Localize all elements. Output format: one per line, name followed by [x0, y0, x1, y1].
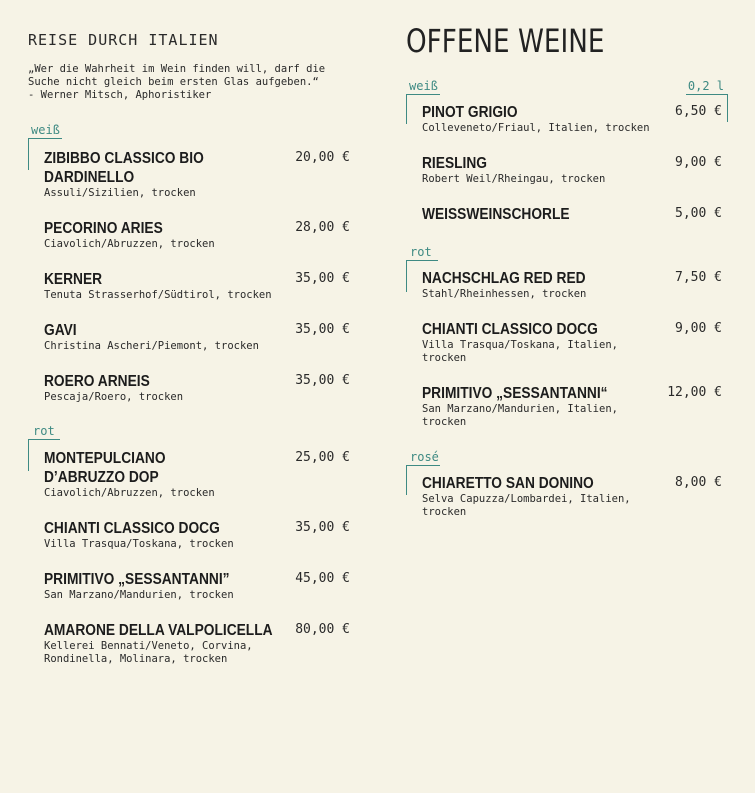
- section-line: [406, 94, 440, 95]
- item-name: NACHSCHLAG RED RED: [422, 270, 586, 287]
- item-price: 9,00 €: [675, 321, 722, 336]
- item-price: 8,00 €: [675, 475, 722, 490]
- menu-item: [44, 449, 353, 500]
- item-name: PRIMITIVO „SESSANTANNI“: [422, 385, 608, 402]
- menu-item: [422, 474, 728, 519]
- item-name: CHIANTI CLASSICO DOCG: [44, 520, 220, 537]
- item-price: 35,00 €: [295, 322, 350, 337]
- section-line: [406, 465, 407, 495]
- item-name: MONTEPULCIANO: [44, 450, 166, 467]
- item-price: 5,00 €: [675, 206, 722, 221]
- section-line: [28, 439, 60, 440]
- item-description: Stahl/Rheinhessen, trocken: [422, 288, 587, 300]
- menu-item: [422, 384, 728, 429]
- item-name: PINOT GRIGIO: [422, 104, 518, 121]
- section-line: [28, 138, 62, 139]
- menu-item: [44, 270, 353, 302]
- item-name: GAVI: [44, 322, 77, 339]
- item-price: 20,00 €: [295, 150, 350, 165]
- item-name: PRIMITIVO „SESSANTANNI”: [44, 571, 230, 588]
- item-description: Colleveneto/Friaul, Italien, trocken: [422, 122, 650, 134]
- item-description: Villa Trasqua/Toskana, Italien, trocken: [422, 339, 618, 364]
- left-title: REISE DURCH ITALIEN: [28, 31, 219, 49]
- item-price: 12,00 €: [667, 385, 722, 400]
- item-description: Pescaja/Roero, trocken: [44, 391, 184, 403]
- section-line: [406, 260, 407, 292]
- item-name: PECORINO ARIES: [44, 220, 163, 237]
- item-name: D’ABRUZZO DOP: [44, 469, 159, 486]
- item-price: 35,00 €: [295, 271, 350, 286]
- item-name: RIESLING: [422, 155, 487, 172]
- section-label: weiß: [31, 123, 60, 137]
- section-label: weiß: [409, 79, 438, 93]
- page-title: OFFENE WEINE: [406, 22, 605, 60]
- item-name: WEISSWEINSCHORLE: [422, 206, 570, 223]
- item-description: San Marzano/Mandurien, trocken: [44, 589, 234, 601]
- item-description: Christina Ascheri/Piemont, trocken: [44, 340, 259, 352]
- item-price: 25,00 €: [295, 450, 350, 465]
- section-line: [406, 465, 440, 466]
- item-name: DARDINELLO: [44, 169, 135, 186]
- menu-item: [422, 269, 728, 301]
- section-label: rot: [410, 245, 432, 259]
- item-description: San Marzano/Mandurien, Italien, trocken: [422, 403, 618, 428]
- item-price: 6,50 €: [675, 104, 722, 119]
- volume-line: [686, 94, 728, 95]
- menu-item: [44, 219, 353, 251]
- item-name: CHIARETTO SAN DONINO: [422, 475, 594, 492]
- menu-item: [422, 103, 728, 135]
- section-line: [28, 439, 29, 471]
- menu-item: [422, 205, 728, 224]
- menu-item: [422, 154, 728, 186]
- menu-item: [422, 320, 728, 365]
- menu-item: [44, 621, 353, 666]
- item-price: 45,00 €: [295, 571, 350, 586]
- item-description: Robert Weil/Rheingau, trocken: [422, 173, 606, 185]
- section-line: [406, 94, 407, 124]
- item-description: Villa Trasqua/Toskana, trocken: [44, 538, 234, 550]
- item-name: AMARONE DELLA VALPOLICELLA: [44, 622, 273, 639]
- item-name: CHIANTI CLASSICO DOCG: [422, 321, 598, 338]
- menu-item: [44, 570, 353, 602]
- quote-line: Suche nicht gleich beim ersten Glas aufgeben.“: [28, 76, 319, 88]
- item-name: ZIBIBBO CLASSICO BIO: [44, 150, 204, 167]
- item-description: Assuli/Sizilien, trocken: [44, 187, 196, 199]
- item-description: Ciavolich/Abruzzen, trocken: [44, 487, 215, 499]
- volume-label: 0,2 l: [687, 79, 724, 93]
- section-line: [406, 260, 438, 261]
- quote-line: „Wer die Wahrheit im Wein finden will, darf die: [28, 63, 326, 75]
- item-price: 80,00 €: [295, 622, 350, 637]
- section-label: rosé: [410, 450, 439, 464]
- item-price: 9,00 €: [675, 155, 722, 170]
- item-price: 7,50 €: [675, 270, 722, 285]
- item-price: 35,00 €: [295, 520, 350, 535]
- item-price: 35,00 €: [295, 373, 350, 388]
- menu-item: [44, 519, 353, 551]
- item-price: 28,00 €: [295, 220, 350, 235]
- item-description: Kellerei Bennati/Veneto, Corvina, Rondinella, Molinara, trocken: [44, 640, 253, 665]
- quote: [28, 63, 348, 102]
- item-name: ROERO ARNEIS: [44, 373, 150, 390]
- item-description: Ciavolich/Abruzzen, trocken: [44, 238, 215, 250]
- menu-item: [44, 321, 353, 353]
- quote-line: - Werner Mitsch, Aphoristiker: [28, 89, 212, 101]
- section-label: rot: [33, 424, 55, 438]
- menu-item: [44, 372, 353, 404]
- item-description: Selva Capuzza/Lombardei, Italien, trocken: [422, 493, 631, 518]
- section-line: [28, 138, 29, 170]
- item-description: Tenuta Strasserhof/Südtirol, trocken: [44, 289, 272, 301]
- item-name: KERNER: [44, 271, 103, 288]
- menu-item: [44, 149, 353, 200]
